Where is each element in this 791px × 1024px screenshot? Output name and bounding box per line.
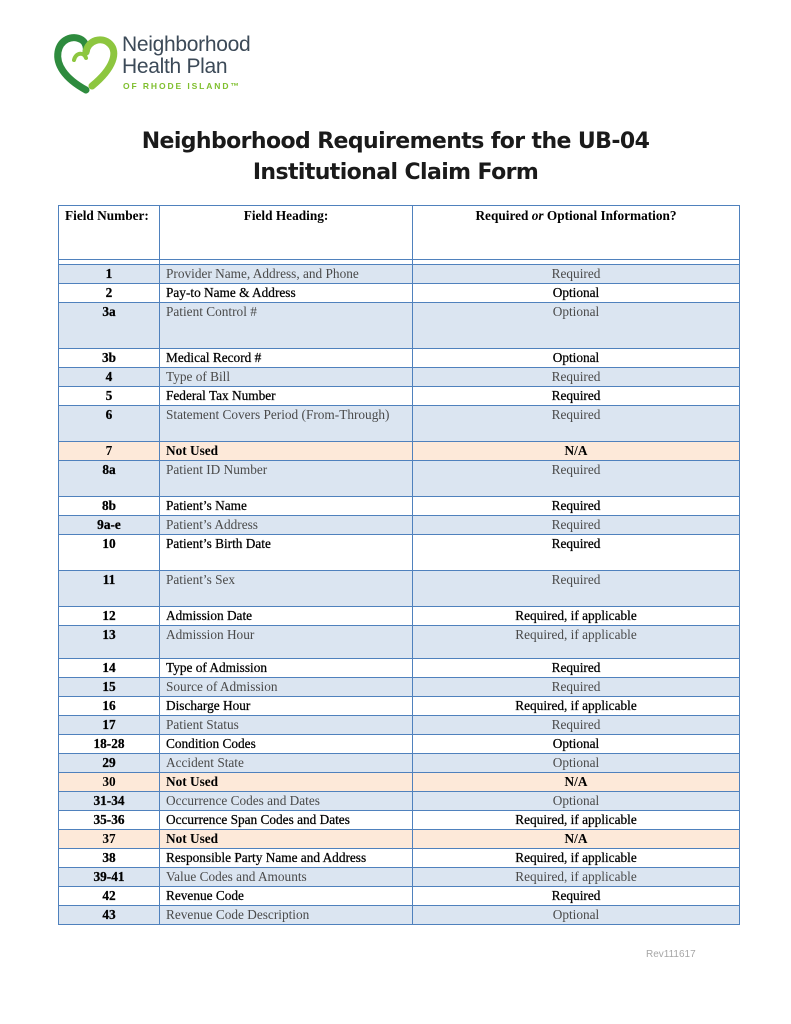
- revision-label: Rev111617: [646, 949, 696, 960]
- requirements-table: [58, 205, 740, 925]
- field-number-cell: 30: [59, 773, 160, 792]
- field-heading-cell: Patient Status: [160, 716, 413, 735]
- field-heading-cell: Not Used: [160, 442, 413, 461]
- field-heading-cell: Revenue Code Description: [160, 906, 413, 925]
- field-number-cell: 6: [59, 406, 160, 442]
- table-row: [59, 571, 740, 607]
- field-number-cell: 31-34: [59, 792, 160, 811]
- requirement-cell: Optional: [413, 303, 740, 349]
- table-row: [59, 284, 740, 303]
- field-heading-cell: Source of Admission: [160, 678, 413, 697]
- field-heading-cell: Discharge Hour: [160, 697, 413, 716]
- field-heading-cell: Accident State: [160, 754, 413, 773]
- field-heading-cell: Medical Record #: [160, 349, 413, 368]
- field-heading-cell: Condition Codes: [160, 735, 413, 754]
- field-number-cell: 7: [59, 442, 160, 461]
- header-field-heading: Field Heading:: [160, 206, 413, 260]
- requirement-cell: Optional: [413, 754, 740, 773]
- field-number-cell: 35-36: [59, 811, 160, 830]
- table-row: [59, 792, 740, 811]
- requirement-cell: Required, if applicable: [413, 607, 740, 626]
- field-heading-cell: Admission Date: [160, 607, 413, 626]
- field-heading-cell: Patient Control #: [160, 303, 413, 349]
- logo-wordmark: [122, 34, 250, 91]
- field-heading-cell: Statement Covers Period (From-Through): [160, 406, 413, 442]
- requirement-cell: Required: [413, 516, 740, 535]
- field-number-cell: 38: [59, 849, 160, 868]
- field-heading-cell: Patient’s Birth Date: [160, 535, 413, 571]
- field-heading-cell: Patient’s Name: [160, 497, 413, 516]
- requirement-cell: N/A: [413, 830, 740, 849]
- requirement-cell: Required: [413, 571, 740, 607]
- field-number-cell: 16: [59, 697, 160, 716]
- field-number-cell: 29: [59, 754, 160, 773]
- field-number-cell: 18-28: [59, 735, 160, 754]
- table-row: [59, 754, 740, 773]
- requirement-cell: Required, if applicable: [413, 868, 740, 887]
- field-number-cell: 8a: [59, 461, 160, 497]
- requirement-cell: Required: [413, 887, 740, 906]
- table-row: [59, 868, 740, 887]
- requirement-cell: Optional: [413, 906, 740, 925]
- field-heading-cell: Patient’s Address: [160, 516, 413, 535]
- field-number-cell: 3a: [59, 303, 160, 349]
- requirement-cell: Optional: [413, 349, 740, 368]
- field-number-cell: 11: [59, 571, 160, 607]
- field-number-cell: 13: [59, 626, 160, 659]
- table-row: [59, 811, 740, 830]
- field-number-cell: 1: [59, 265, 160, 284]
- page-title: [0, 126, 791, 188]
- field-heading-cell: Provider Name, Address, and Phone: [160, 265, 413, 284]
- field-heading-cell: Admission Hour: [160, 626, 413, 659]
- table-row: [59, 497, 740, 516]
- table-row: [59, 830, 740, 849]
- requirement-cell: Optional: [413, 735, 740, 754]
- requirement-cell: Required: [413, 497, 740, 516]
- field-heading-cell: Federal Tax Number: [160, 387, 413, 406]
- field-number-cell: 10: [59, 535, 160, 571]
- field-heading-cell: Pay-to Name & Address: [160, 284, 413, 303]
- table-row: [59, 265, 740, 284]
- table-body: [59, 265, 740, 925]
- field-heading-cell: Not Used: [160, 830, 413, 849]
- requirement-cell: N/A: [413, 773, 740, 792]
- table-row: [59, 303, 740, 349]
- table-row: [59, 906, 740, 925]
- field-number-cell: 12: [59, 607, 160, 626]
- field-number-cell: 4: [59, 368, 160, 387]
- field-number-cell: 5: [59, 387, 160, 406]
- table-row: [59, 849, 740, 868]
- field-number-cell: 37: [59, 830, 160, 849]
- requirement-cell: N/A: [413, 442, 740, 461]
- table-row: [59, 368, 740, 387]
- table-row: [59, 659, 740, 678]
- logo-line-2: Health Plan: [122, 55, 228, 78]
- field-number-cell: 42: [59, 887, 160, 906]
- header-part-b: or: [531, 208, 544, 223]
- field-heading-cell: Revenue Code: [160, 887, 413, 906]
- logo-line-1: Neighborhood: [122, 33, 251, 56]
- table-row: [59, 735, 740, 754]
- table-row: [59, 442, 740, 461]
- field-number-cell: 17: [59, 716, 160, 735]
- field-number-cell: 8b: [59, 497, 160, 516]
- field-number-cell: 2: [59, 284, 160, 303]
- requirement-cell: Required, if applicable: [413, 697, 740, 716]
- field-heading-cell: Patient ID Number: [160, 461, 413, 497]
- field-heading-cell: Value Codes and Amounts: [160, 868, 413, 887]
- requirement-cell: Required: [413, 461, 740, 497]
- header-field-number: Field Number:: [59, 206, 160, 260]
- table-row: [59, 697, 740, 716]
- requirement-cell: Required: [413, 535, 740, 571]
- requirement-cell: Optional: [413, 792, 740, 811]
- field-heading-cell: Occurrence Span Codes and Dates: [160, 811, 413, 830]
- field-heading-cell: Patient’s Sex: [160, 571, 413, 607]
- requirement-cell: Required: [413, 368, 740, 387]
- field-number-cell: 43: [59, 906, 160, 925]
- table-row: [59, 406, 740, 442]
- logo-line-3: OF RHODE ISLAND™: [123, 81, 241, 91]
- field-heading-cell: Type of Bill: [160, 368, 413, 387]
- requirement-cell: Optional: [413, 284, 740, 303]
- table-row: [59, 887, 740, 906]
- requirement-cell: Required, if applicable: [413, 811, 740, 830]
- table-row: [59, 349, 740, 368]
- heart-swoosh-logo-icon: [52, 30, 122, 96]
- field-number-cell: 3b: [59, 349, 160, 368]
- header-required-optional: [413, 206, 740, 260]
- table-row: [59, 716, 740, 735]
- title-line-1: Neighborhood Requirements for the UB-04: [141, 129, 650, 154]
- field-number-cell: 9a-e: [59, 516, 160, 535]
- requirement-cell: Required: [413, 716, 740, 735]
- requirement-cell: Required: [413, 678, 740, 697]
- field-heading-cell: Responsible Party Name and Address: [160, 849, 413, 868]
- table-row: [59, 607, 740, 626]
- requirement-cell: Required, if applicable: [413, 849, 740, 868]
- requirement-cell: Required: [413, 387, 740, 406]
- table-row: [59, 535, 740, 571]
- requirement-cell: Required: [413, 406, 740, 442]
- company-logo: [52, 30, 282, 100]
- requirement-cell: Required: [413, 659, 740, 678]
- header-part-a: Required: [475, 208, 532, 223]
- requirement-cell: Required: [413, 265, 740, 284]
- field-number-cell: 15: [59, 678, 160, 697]
- title-line-2: Institutional Claim Form: [252, 160, 539, 185]
- field-number-cell: 39-41: [59, 868, 160, 887]
- table-row: [59, 678, 740, 697]
- table-row: [59, 773, 740, 792]
- table-header-row: [59, 206, 740, 260]
- table-row: [59, 516, 740, 535]
- field-heading-cell: Occurrence Codes and Dates: [160, 792, 413, 811]
- table-row: [59, 461, 740, 497]
- header-part-c: Optional Information?: [543, 208, 677, 223]
- requirement-cell: Required, if applicable: [413, 626, 740, 659]
- table-row: [59, 387, 740, 406]
- table-row: [59, 626, 740, 659]
- field-heading-cell: Type of Admission: [160, 659, 413, 678]
- field-number-cell: 14: [59, 659, 160, 678]
- field-heading-cell: Not Used: [160, 773, 413, 792]
